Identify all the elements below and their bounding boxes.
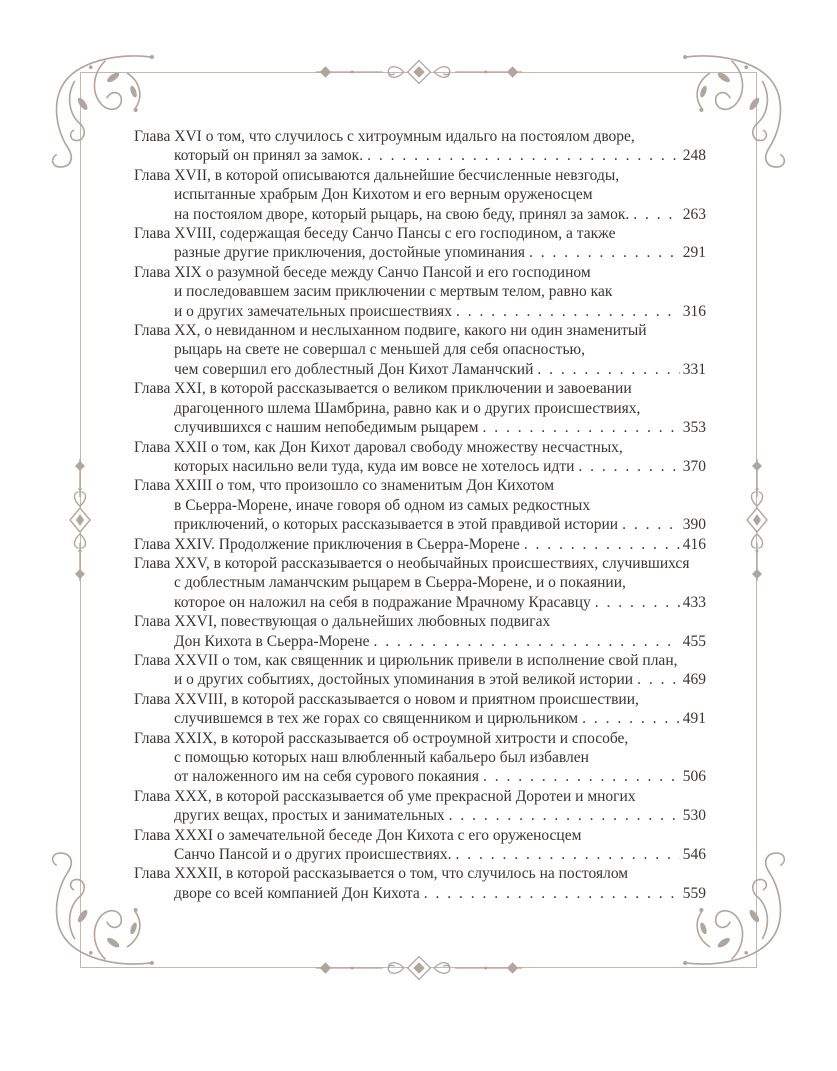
page-number: 469: [682, 671, 706, 689]
toc-entry-line: [134, 379, 706, 398]
bottom-center-divider-icon: [314, 953, 524, 983]
toc-entry: [134, 729, 706, 787]
toc-entry: [134, 224, 706, 263]
chapter-title-text: Дон Кихота в Сьерра-Морене: [174, 632, 370, 650]
toc-entry-line: [134, 535, 706, 554]
dot-leader: [578, 457, 679, 476]
dot-leader: [483, 767, 680, 786]
dot-leader: [582, 709, 680, 728]
chapter-title-text: драгоценного шлема Шамбрина, равно как и о других происшествиях,: [174, 399, 641, 417]
toc-entry-line: [134, 573, 706, 592]
chapter-title-text: чем совершил его доблестный Дон Кихот Ламанчский: [174, 360, 534, 378]
chapter-title-text: Глава XXI, в которой рассказывается о великом приключении и завоевании: [134, 380, 632, 398]
toc-entry-line: [134, 399, 706, 418]
page-number: 530: [682, 807, 706, 825]
chapter-title-text: разные другие приключения, достойные упоминания: [174, 244, 526, 262]
page-number: 491: [682, 710, 706, 728]
toc-entry-line: [134, 438, 706, 457]
table-of-contents: [134, 127, 706, 903]
chapter-title-text: Глава XXVII о том, как священник и цирюльник привели в исполнение свой план,: [134, 651, 678, 669]
chapter-title-text: Глава XXV, в которой рассказывается о необычайных происшествиях, случившихся: [134, 554, 690, 572]
page-number: 291: [682, 244, 706, 262]
top-center-divider-icon: [314, 57, 524, 87]
page-number: 353: [682, 419, 706, 437]
chapter-title-text: с помощью которых наш влюбленный кабальеро был избавлен: [174, 749, 589, 766]
page-number: 390: [682, 516, 706, 534]
toc-entry-line: [134, 166, 706, 185]
chapter-title-text: Глава XXII о том, как Дон Кихот даровал свободу множеству несчастных,: [134, 438, 623, 456]
dot-leader: [482, 418, 679, 437]
chapter-title-text: Глава XXIII о том, что произошло со знаменитым Дон Кихотом: [134, 477, 555, 495]
page-number: 559: [682, 884, 706, 902]
toc-entry-line: [134, 864, 706, 883]
toc-entry-line: [134, 476, 706, 495]
chapter-title-text: и о других событиях, достойных упоминания в этой великой истории: [174, 671, 634, 689]
dot-leader: [595, 593, 680, 612]
chapter-title-text: приключений, о которых рассказывается в этой правдивой истории: [174, 516, 619, 534]
toc-entry-line: [134, 826, 706, 845]
chapter-title-text: которое он наложил на себя в подражание Мрачному Красавцу: [174, 593, 591, 611]
chapter-title-text: дворе со всей компанией Дон Кихота: [174, 884, 420, 902]
chapter-title-text: Глава XX, о невиданном и неслыханном подвиге, какого ни один знаменитый: [134, 322, 647, 340]
page-number: 416: [682, 535, 706, 553]
chapter-title-text: других вещах, простых и занимательных: [174, 807, 445, 825]
toc-entry-line: [134, 632, 706, 651]
toc-entry-line: [134, 515, 706, 534]
page-number: 433: [682, 593, 706, 611]
toc-entry-line: [134, 418, 706, 437]
dot-leader: [456, 302, 680, 321]
dot-leader: [524, 535, 680, 554]
chapter-title-text: Санчо Пансой и о других происшествиях.: [174, 846, 452, 864]
toc-entry: [134, 651, 706, 690]
dot-leader: [449, 806, 680, 825]
chapter-title-text: и о других замечательных происшествиях: [174, 302, 452, 320]
page-number: 248: [682, 147, 706, 165]
toc-entry-line: [134, 205, 706, 224]
toc-entry-line: [134, 806, 706, 825]
toc-entry-line: [134, 690, 706, 709]
toc-entry: [134, 535, 706, 554]
dot-leader: [367, 146, 680, 165]
toc-entry: [134, 612, 706, 651]
toc-entry-line: [134, 884, 706, 903]
chapter-title-text: Глава XXVI, повествующая о дальнейших любовных подвигах: [134, 613, 551, 631]
chapter-title-text: Глава XXXI о замечательной беседе Дон Кихота с его оруженосцем: [134, 826, 582, 844]
page-number: 370: [682, 457, 706, 475]
toc-entry: [134, 787, 706, 826]
toc-entry-line: [134, 321, 706, 340]
left-side-ornament-icon: [65, 455, 95, 585]
toc-entry: [134, 690, 706, 729]
toc-entry-line: [134, 146, 706, 165]
toc-entry: [134, 321, 706, 379]
dot-leader: [633, 205, 680, 224]
page-number: 263: [682, 205, 706, 223]
page-number: 506: [682, 768, 706, 786]
dot-leader: [374, 632, 680, 651]
chapter-title-text: в Сьерра-Морене, иначе говоря об одном из самых редкостных: [174, 496, 591, 514]
dot-leader: [424, 884, 680, 903]
dot-leader: [622, 515, 680, 534]
toc-entry: [134, 127, 706, 166]
chapter-title-text: на постоялом дворе, который рыцарь, на свою беду, принял за замок.: [174, 205, 630, 223]
toc-entry: [134, 166, 706, 224]
chapter-title-text: Глава XXX, в которой рассказывается об уме прекрасной Доротеи и многих: [134, 787, 636, 805]
chapter-title-text: Глава XXIV. Продолжение приключения в Сьерра-Морене: [134, 535, 520, 553]
toc-entry-line: [134, 496, 706, 515]
chapter-title-text: которых насильно вели туда, куда им вовсе не хотелось идти: [174, 457, 575, 475]
chapter-title-text: Глава XVI о том, что случилось с хитроумным идальго на постоялом дворе,: [134, 128, 635, 145]
toc-entry: [134, 379, 706, 437]
chapter-title-text: Глава XVII, в которой описываются дальнейшие бесчисленные невзгоды,: [134, 166, 620, 184]
toc-entry-line: [134, 729, 706, 748]
toc-entry-line: [134, 243, 706, 262]
chapter-title-text: и последовавшем засим приключении с мертвым телом, равно как: [174, 283, 613, 301]
toc-entry-line: [134, 593, 706, 612]
chapter-title-text: Глава XXXII, в которой рассказывается о том, что случилось на постоялом: [134, 865, 629, 883]
page-number: 316: [682, 302, 706, 320]
toc-entry-line: [134, 767, 706, 786]
dot-leader: [637, 670, 680, 689]
toc-entry-line: [134, 340, 706, 359]
toc-entry-line: [134, 748, 706, 767]
chapter-title-text: Глава XXIX, в которой рассказывается об остроумной хитрости и способе,: [134, 729, 629, 747]
toc-entry-line: [134, 360, 706, 379]
chapter-title-text: от наложенного им на себя сурового покаяния: [174, 768, 479, 786]
toc-entry-line: [134, 224, 706, 243]
chapter-title-text: Глава XXVIII, в которой рассказывается о новом и приятном происшествии,: [134, 690, 639, 708]
chapter-title-text: рыцарь на свете не совершал с меньшей для себя опасностью,: [174, 341, 585, 359]
toc-entry-line: [134, 282, 706, 301]
toc-entry-line: [134, 612, 706, 631]
page-number: 331: [682, 360, 706, 378]
toc-entry-line: [134, 263, 706, 282]
page-number: 546: [682, 846, 706, 864]
dot-leader: [456, 845, 680, 864]
toc-entry-line: [134, 670, 706, 689]
toc-entry-line: [134, 302, 706, 321]
chapter-title-text: Глава XVIII, содержащая беседу Санчо Пансы с его господином, а также: [134, 225, 616, 243]
dot-leader: [529, 243, 680, 262]
toc-entry-line: [134, 651, 706, 670]
toc-entry-line: [134, 127, 706, 146]
page-number: 455: [682, 632, 706, 650]
toc-entry-line: [134, 554, 706, 573]
toc-entry: [134, 438, 706, 477]
chapter-title-text: Глава XIX о разумной беседе между Санчо Пансой и его господином: [134, 263, 591, 281]
chapter-title-text: испытанные храбрым Дон Кихотом и его верным оруженосцем: [174, 186, 593, 204]
toc-entry: [134, 864, 706, 903]
toc-entry: [134, 476, 706, 534]
toc-entry: [134, 826, 706, 865]
dot-leader: [537, 360, 679, 379]
toc-entry-line: [134, 845, 706, 864]
toc-entry-line: [134, 185, 706, 204]
chapter-title-text: который он принял за замок.: [174, 147, 364, 165]
chapter-title-text: случившемся в тех же горах со священником и цирюльником: [174, 710, 579, 728]
right-side-ornament-icon: [742, 455, 772, 585]
chapter-title-text: с доблестным ламанчским рыцарем в Сьерра-Морене, и о покаянии,: [174, 574, 626, 592]
toc-entry-line: [134, 787, 706, 806]
toc-entry: [134, 554, 706, 612]
toc-entry-line: [134, 457, 706, 476]
toc-entry-line: [134, 709, 706, 728]
toc-entry: [134, 263, 706, 321]
chapter-title-text: случившихся с нашим непобедимым рыцарем: [174, 419, 479, 437]
